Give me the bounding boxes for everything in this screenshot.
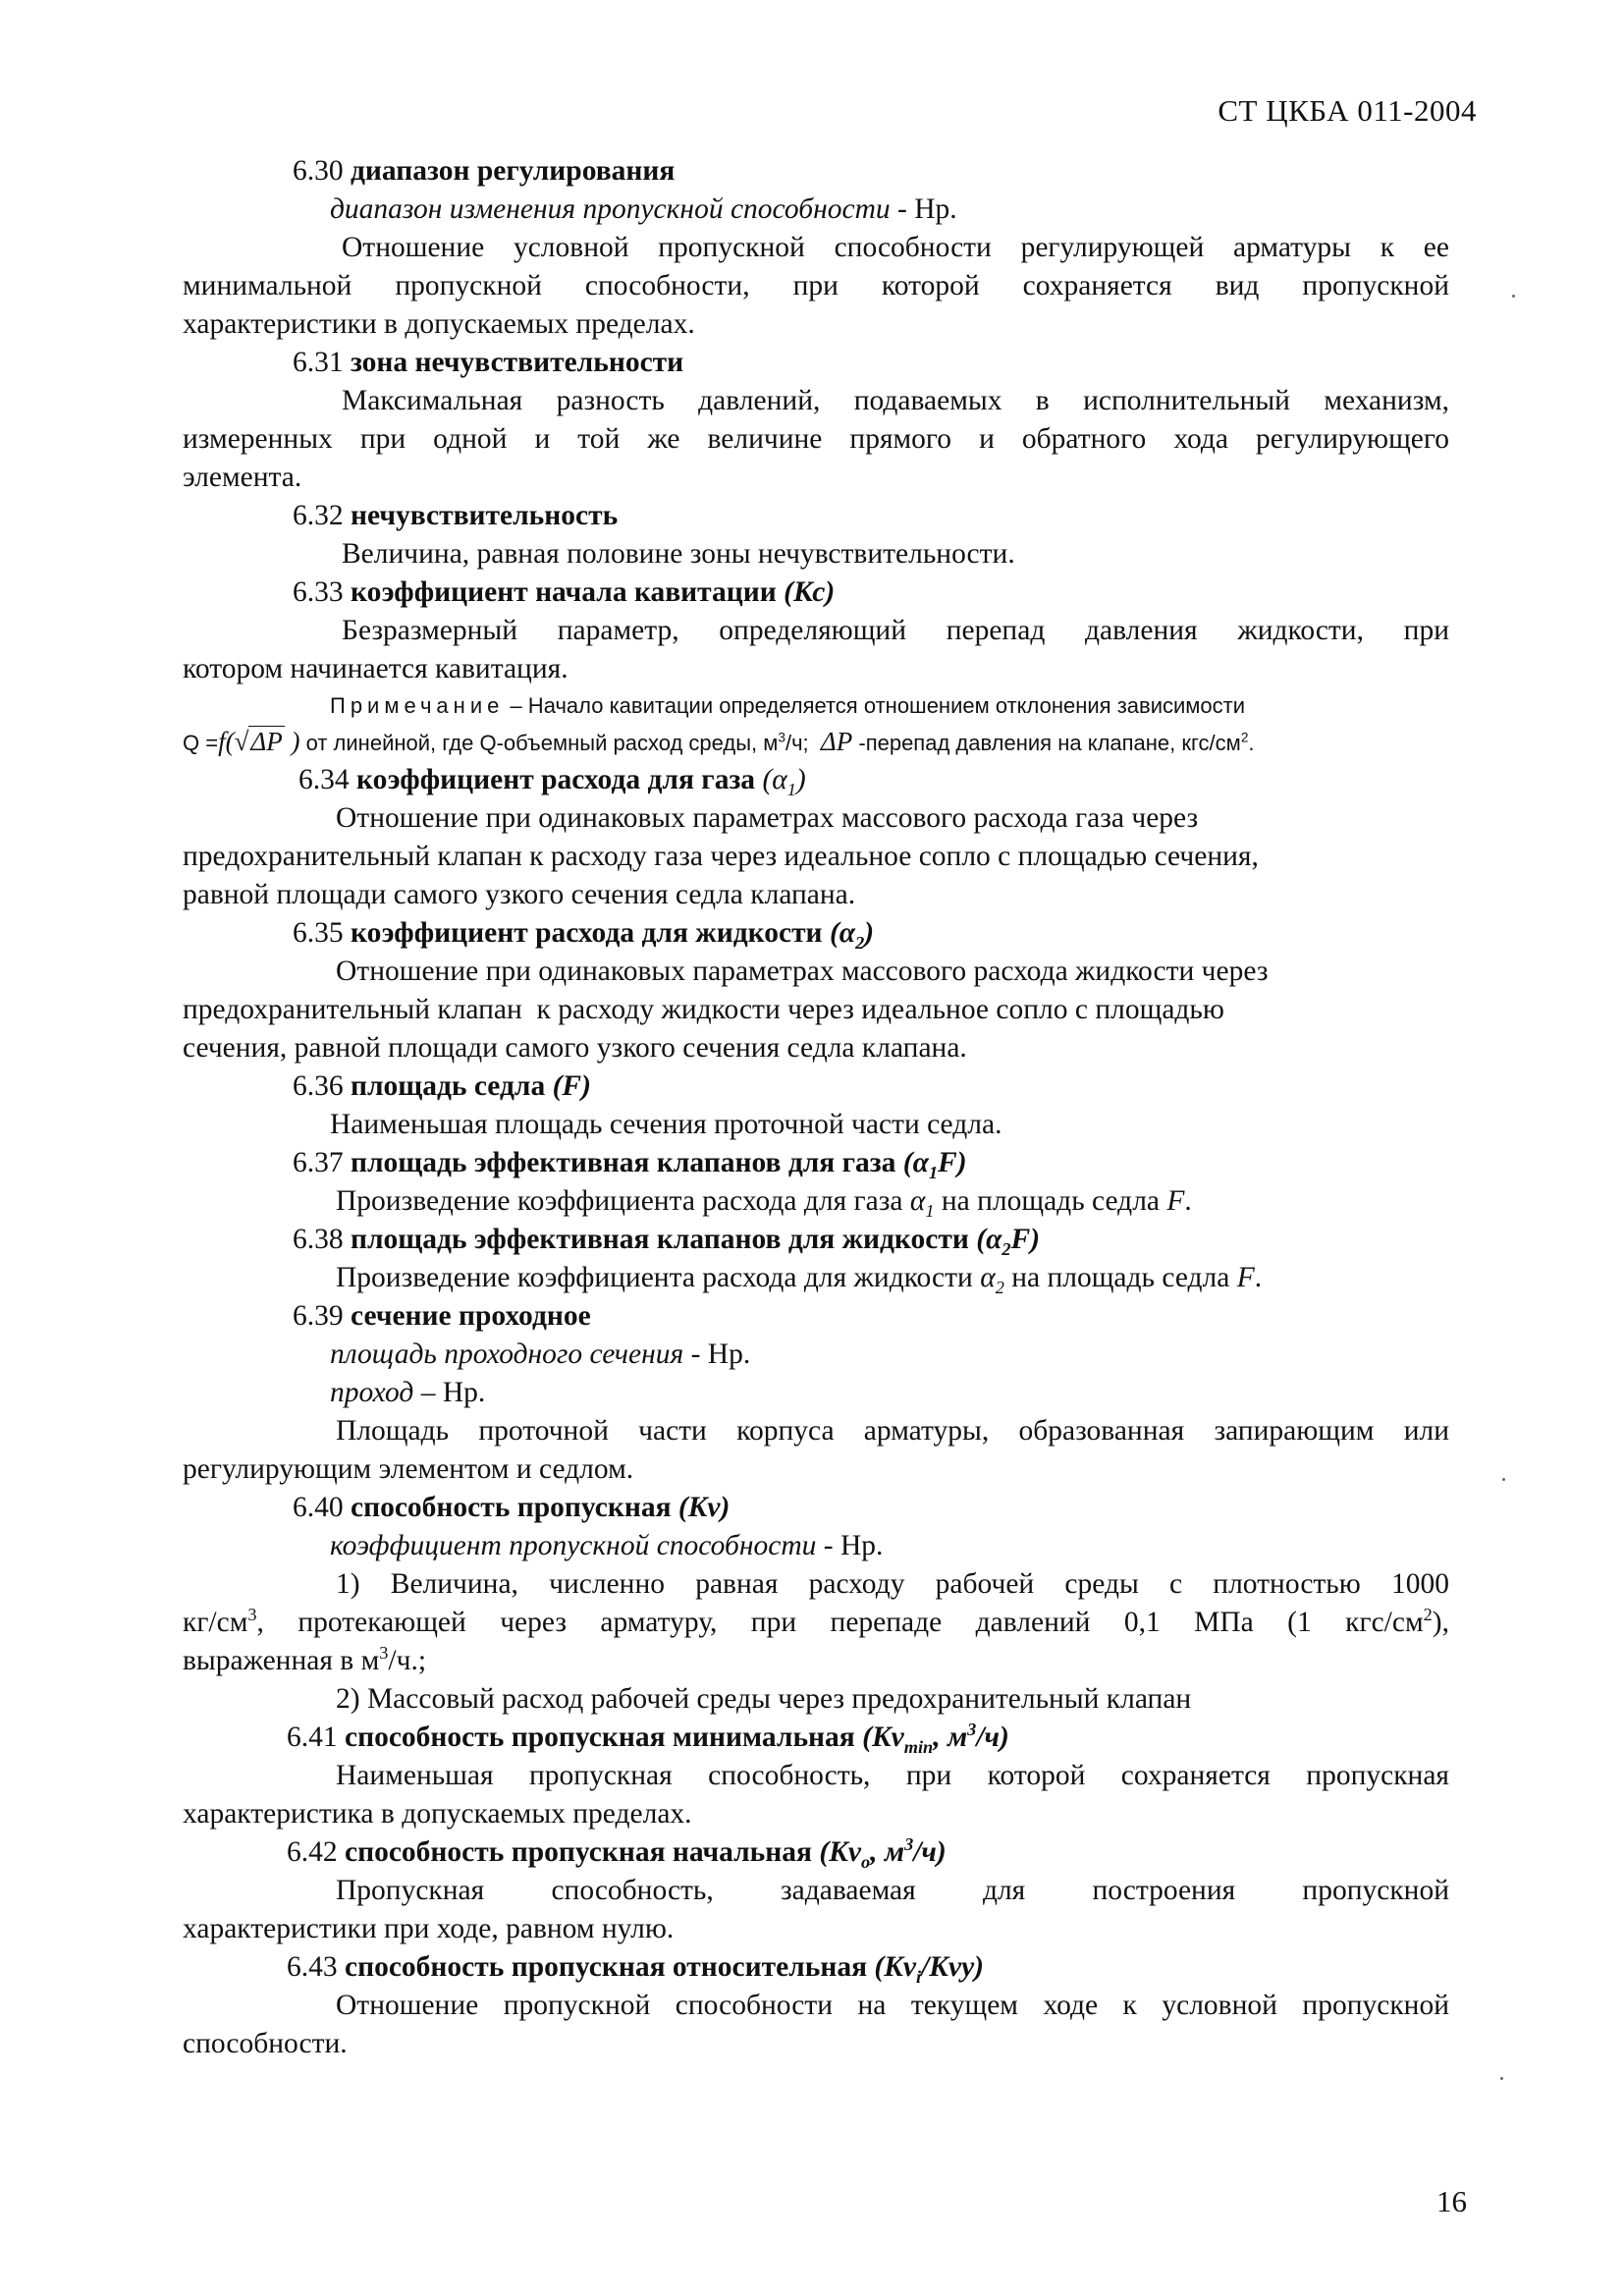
definition-line: Отношение условной пропускной способности регулирующей арматуры к ее <box>342 232 1449 263</box>
section-number: 6.36 <box>293 1070 344 1102</box>
section-number: 6.33 <box>293 576 344 608</box>
superscript: 3 <box>904 1834 914 1855</box>
definition-line: предохранительный клапан к расходу газа через идеальное сопло с площадью сечения, <box>183 841 1259 872</box>
section-6-43-heading <box>183 1948 1449 1987</box>
subscript: min <box>903 1736 934 1757</box>
synonym-line <box>183 1527 1449 1565</box>
definition-line: Наименьшая пропускная способность, при которой сохраняется пропускная <box>336 1760 1449 1791</box>
symbol-part: /ч) <box>913 1836 947 1868</box>
definition-line: Отношение при одинаковых параметрах массового расхода газа через <box>336 802 1199 834</box>
subscript: 1 <box>925 1200 935 1221</box>
symbol-part: (Kv <box>819 1836 861 1868</box>
section-number: 6.38 <box>293 1224 344 1255</box>
note-text: от линейной, где Q-объемный расход среды, м <box>299 731 779 755</box>
text-part: выраженная в м <box>183 1645 380 1676</box>
scan-speck <box>1502 1478 1505 1481</box>
synonym-line <box>183 1374 1449 1412</box>
definition-line <box>183 1642 1449 1680</box>
section-6-37-heading <box>183 1144 1449 1182</box>
scan-speck <box>1500 2077 1503 2080</box>
term-symbol <box>819 1834 947 1872</box>
symbol-part: ) <box>864 917 875 949</box>
section-6-30-heading <box>183 152 1449 191</box>
term: площадь эффективная клапанов для газа <box>351 1147 896 1178</box>
sqrt-sign-icon: √ <box>234 727 249 756</box>
section-number: 6.32 <box>293 500 344 531</box>
subscript: 2 <box>995 1277 1004 1297</box>
section-6-32-heading <box>183 497 1449 535</box>
symbol-part: (Kv <box>862 1722 904 1753</box>
term: коэффициент расхода для жидкости <box>351 917 823 949</box>
formula-close: ) <box>284 727 300 756</box>
term: площадь седла <box>351 1070 546 1102</box>
synonym-mark: - Нр. <box>683 1339 751 1370</box>
definition-line: Отношение при одинаковых параметрах массового расхода жидкости через <box>336 956 1269 987</box>
term: зона нечувствительности <box>351 347 684 378</box>
text-part: Произведение коэффициента расхода для жидкости <box>336 1262 981 1293</box>
definition-line: Наименьшая площадь сечения проточной части седла. <box>330 1109 1002 1140</box>
symbol-part: F) <box>938 1147 967 1178</box>
term-symbol <box>762 764 806 799</box>
definition-line: минимальной пропускной способности, при которой сохраняется вид пропускной <box>183 270 1449 301</box>
subscript: 2 <box>1001 1238 1011 1259</box>
section-6-39-heading <box>183 1297 1449 1336</box>
section-number: 6.42 <box>287 1836 338 1868</box>
section-6-31-heading <box>183 344 1449 382</box>
synonym: коэффициент пропускной способности <box>330 1530 817 1561</box>
definition-line: Максимальная разность давлений, подаваемых в исполнительный механизм, <box>342 385 1449 416</box>
symbol-part: (α <box>829 917 856 949</box>
definition-line <box>183 1259 1449 1297</box>
definition-line: сечения, равной площади самого узкого сечения седла клапана. <box>183 1032 967 1064</box>
term: коэффициент расхода для газа <box>356 764 756 795</box>
synonym: диапазон изменения пропускной способности <box>330 193 891 225</box>
formula-q: Q = <box>183 731 219 755</box>
synonym-line <box>183 191 1449 229</box>
section-6-38-heading <box>183 1221 1449 1259</box>
text-part: на площадь седла <box>1003 1262 1237 1293</box>
term: способность пропускная начальная <box>345 1836 812 1868</box>
term-symbol <box>829 917 875 953</box>
term: площадь эффективная клапанов для жидкости <box>351 1224 969 1255</box>
section-number: 6.34 <box>298 764 350 795</box>
superscript: 3 <box>247 1605 257 1625</box>
term-symbol <box>902 1147 967 1182</box>
subscript: 2 <box>855 932 865 953</box>
term-symbol: (Кс) <box>784 576 836 608</box>
definition-line: Безразмерный параметр, определяющий перепад давления жидкости, при <box>342 615 1449 646</box>
synonym: площадь проходного сечения <box>330 1339 684 1370</box>
symbol-part: (α <box>902 1147 929 1178</box>
synonym-mark: - Нр. <box>890 193 957 225</box>
symbol-part: /ч) <box>976 1722 1009 1753</box>
formula-f: f( <box>218 727 235 756</box>
synonym-mark: - Нр. <box>816 1530 884 1561</box>
subscript: o <box>860 1851 871 1872</box>
text-part: , протекающей через арматуру, при перепаде давлений 0,1 МПа (1 кгс/см <box>256 1607 1424 1638</box>
note-text: /ч; <box>785 731 809 755</box>
definition-line <box>183 1182 1449 1221</box>
subscript: i <box>916 1966 922 1987</box>
term: диапазон регулирования <box>351 155 676 187</box>
definition-line: Площадь проточной части корпуса арматуры, образованная запирающим или <box>336 1415 1449 1447</box>
definition-line: котором начинается кавитация. <box>183 653 568 684</box>
definition-line <box>183 1604 1449 1642</box>
term: сечение проходное <box>351 1300 591 1332</box>
subscript: 1 <box>928 1162 939 1182</box>
definition-line: элемента. <box>183 462 302 493</box>
superscript: 3 <box>379 1643 389 1664</box>
term: способность пропускная относительная <box>345 1951 868 1983</box>
symbol-part: (α <box>976 1224 1002 1255</box>
term-symbol <box>976 1224 1041 1259</box>
superscript: 2 <box>1240 730 1249 745</box>
note-label: Примечание <box>330 693 505 718</box>
note-text: . <box>1248 731 1255 755</box>
definition-line: 2) Массовый расход рабочей среды через предохранительный клапан <box>336 1683 1192 1715</box>
term-symbol <box>874 1951 984 1987</box>
definition-line: регулирующим элементом и седлом. <box>183 1453 634 1485</box>
section-6-40-heading <box>183 1489 1449 1527</box>
symbol-part: F) <box>1010 1224 1041 1255</box>
note-line <box>183 688 1449 724</box>
definition-line: характеристики при ходе, равном нулю. <box>183 1913 675 1944</box>
term: нечувствительность <box>351 500 619 531</box>
document-code: СТ ЦКБА 011-2004 <box>1218 93 1477 128</box>
synonym-mark: – Нр. <box>413 1377 486 1408</box>
section-number: 6.40 <box>293 1492 344 1523</box>
formula-delta-p: ΔP <box>820 727 853 756</box>
section-number: 6.30 <box>293 155 344 187</box>
section-number: 6.43 <box>287 1951 338 1983</box>
section-number: 6.39 <box>293 1300 344 1332</box>
definition-line: измеренных при одной и той же величине прямого и обратного хода регулирующего <box>183 423 1449 455</box>
definition-line: характеристики в допускаемых пределах. <box>183 308 695 340</box>
note-text: -перепад давления на клапане, кгс/см <box>852 731 1241 755</box>
note-text: – Начало кавитации определяется отношением отклонения зависимости <box>504 693 1246 718</box>
superscript: 3 <box>967 1720 977 1740</box>
section-6-34-heading <box>183 761 1449 799</box>
symbol-part: , м <box>870 1836 905 1868</box>
definition-line: Отношение пропускной способности на текущем ходе к условной пропускной <box>336 1990 1449 2021</box>
superscript: 2 <box>1423 1605 1433 1625</box>
term-symbol: (F) <box>552 1070 591 1102</box>
section-6-35-heading <box>183 914 1449 953</box>
term: коэффициент начала кавитации <box>351 576 777 608</box>
note-formula-line <box>183 724 1449 761</box>
synonym: проход <box>330 1377 414 1408</box>
superscript: 3 <box>778 730 785 745</box>
definition-line: равной площади самого узкого сечения седла клапана. <box>183 879 856 910</box>
text-part: . <box>1184 1185 1192 1217</box>
text-part: /ч.; <box>388 1645 427 1676</box>
page-number: 16 <box>1436 2184 1467 2218</box>
definition-line: способности. <box>183 2028 348 2059</box>
section-6-33-heading <box>183 574 1449 612</box>
section-number: 6.41 <box>287 1722 338 1753</box>
term-symbol <box>862 1720 1009 1757</box>
section-6-36-heading <box>183 1067 1449 1106</box>
subscript: 1 <box>786 779 796 799</box>
section-6-41-heading <box>183 1719 1449 1757</box>
symbol-part: (α <box>762 764 787 795</box>
text-part: ), <box>1432 1607 1449 1638</box>
formula-delta-p: ΔP <box>250 727 283 756</box>
section-6-42-heading <box>183 1833 1449 1872</box>
symbol-part: (Kv <box>874 1951 917 1983</box>
definition-line: предохранительный клапан к расходу жидкости через идеальное сопло с площадью <box>183 994 1224 1025</box>
symbol-part: F <box>1236 1262 1255 1293</box>
synonym-line <box>183 1336 1449 1374</box>
document-body <box>183 152 1449 2063</box>
text-part: кг/см <box>183 1607 248 1638</box>
definition-line: характеристика в допускаемых пределах. <box>183 1798 692 1830</box>
scan-speck <box>1512 295 1515 298</box>
term-symbol: (Kv) <box>677 1492 731 1523</box>
symbol-part: α <box>909 1185 926 1217</box>
symbol-part: α <box>980 1262 996 1293</box>
definition-line: 1) Величина, численно равная расходу рабочей среды с плотностью 1000 <box>336 1568 1449 1600</box>
definition-line: Величина, равная половине зоны нечувствительности. <box>342 538 1015 570</box>
text-part: Произведение коэффициента расхода для газа <box>336 1185 910 1217</box>
term: способность пропускная минимальная <box>345 1722 855 1753</box>
section-number: 6.31 <box>293 347 344 378</box>
text-part: на площадь седла <box>934 1185 1167 1217</box>
symbol-part: F <box>1166 1185 1185 1217</box>
section-number: 6.35 <box>293 917 344 949</box>
term: способность пропускная <box>351 1492 672 1523</box>
symbol-part: /Kvy) <box>921 1951 984 1983</box>
definition-line: Пропускная способность, задаваемая для построения пропускной <box>336 1875 1449 1906</box>
section-number: 6.37 <box>293 1147 344 1178</box>
text-part: . <box>1254 1262 1263 1293</box>
symbol-part: , м <box>933 1722 968 1753</box>
symbol-part: ) <box>795 764 806 795</box>
